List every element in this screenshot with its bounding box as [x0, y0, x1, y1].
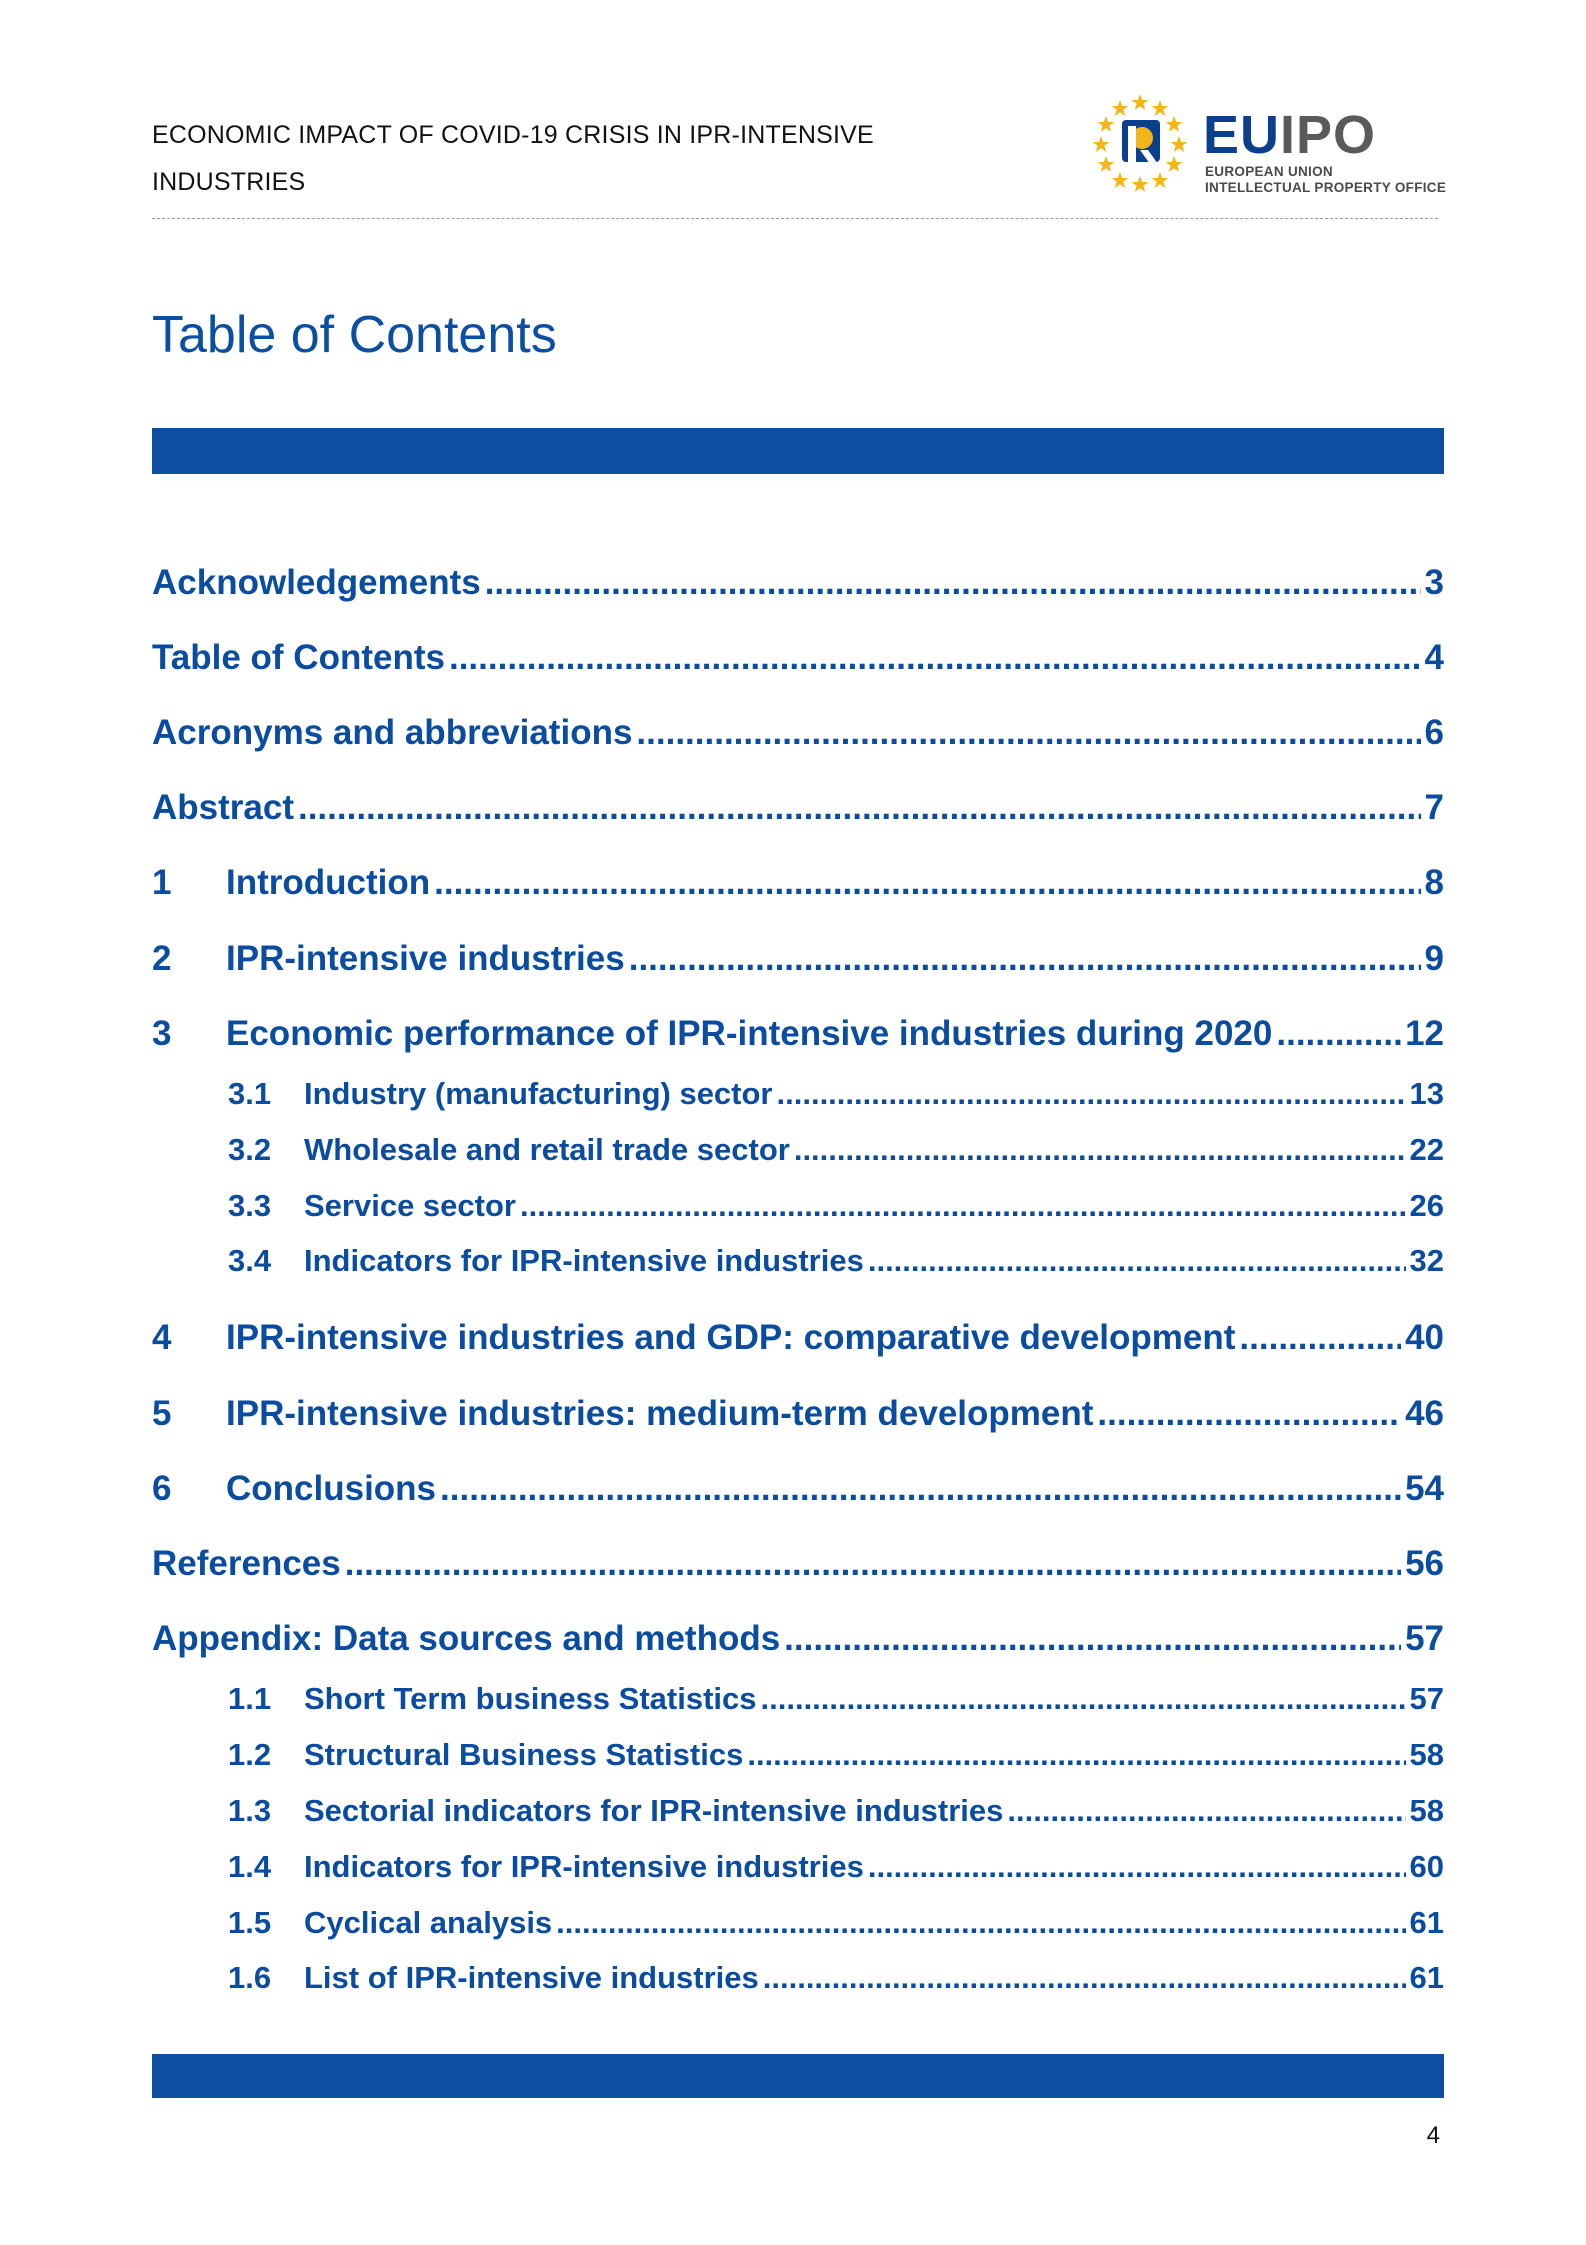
toc-entry-page: 40 [1405, 1318, 1444, 1357]
toc-entry-label: Wholesale and retail trade sector [304, 1132, 790, 1167]
toc-entry-page: 8 [1424, 863, 1444, 902]
toc-entry-label: Conclusions [226, 1469, 437, 1508]
toc-entry-number: 2 [152, 939, 172, 978]
toc-entry-number: 6 [152, 1469, 172, 1508]
euipo-wordmark [1203, 105, 1377, 165]
toc-entry[interactable] [152, 1681, 1444, 1721]
wordmark-eu: EU [1203, 105, 1281, 165]
toc-entry-page: 12 [1405, 1014, 1444, 1053]
toc-entry-label: References [152, 1544, 341, 1583]
toc-dot-leader [449, 638, 1421, 678]
toc-entry-label: Acronyms and abbreviations [152, 713, 633, 752]
toc-dot-leader [763, 1960, 1406, 1996]
running-header [152, 112, 972, 206]
toc-entry-page: 54 [1405, 1469, 1444, 1508]
toc-entry[interactable] [152, 713, 1444, 757]
toc-entry-number: 3.3 [228, 1188, 272, 1223]
toc-entry-label: List of IPR-intensive industries [304, 1960, 759, 1995]
toc-entry[interactable] [152, 1076, 1444, 1116]
toc-entry[interactable] [152, 1188, 1444, 1228]
toc-entry[interactable] [152, 563, 1444, 607]
logo-subtitle-line-1: EUROPEAN UNION [1205, 164, 1333, 179]
toc-entry[interactable] [152, 1905, 1444, 1945]
toc-entry-page: 26 [1409, 1188, 1444, 1223]
toc-entry-number: 3.2 [228, 1132, 272, 1167]
toc-entry[interactable] [152, 1544, 1444, 1588]
toc-entry-number: 1.2 [228, 1737, 272, 1772]
page-number: 4 [1426, 2122, 1440, 2149]
toc-entry-label: Sectorial indicators for IPR-intensive industries [304, 1793, 1004, 1828]
toc-entry[interactable] [152, 1014, 1444, 1058]
toc-entry[interactable] [152, 1243, 1444, 1283]
toc-entry-number: 1 [152, 863, 172, 902]
toc-entry-number: 3.1 [228, 1076, 272, 1111]
toc-dot-leader [1097, 1394, 1401, 1434]
toc-entry[interactable] [152, 1737, 1444, 1777]
toc-dot-leader [520, 1188, 1406, 1224]
toc-dot-leader [868, 1243, 1406, 1279]
toc-entry-number: 1.3 [228, 1793, 272, 1828]
toc-entry-page: 9 [1424, 939, 1444, 978]
toc-dot-leader [1239, 1318, 1401, 1358]
toc-entry-label: IPR-intensive industries: medium-term development [226, 1394, 1094, 1433]
toc-dot-leader [794, 1132, 1406, 1168]
toc-dot-leader [1007, 1793, 1405, 1829]
running-header-line-1: ECONOMIC IMPACT OF COVID-19 CRISIS IN IPR-INTENSIVE [152, 121, 874, 149]
toc-entry-page: 3 [1424, 563, 1444, 602]
euipo-emblem-icon [1090, 92, 1190, 192]
toc-entry-label: Economic performance of IPR-intensive industries during 2020 [226, 1014, 1273, 1053]
toc-dot-leader [629, 939, 1421, 979]
toc-entry[interactable] [152, 1849, 1444, 1889]
toc-entry-page: 32 [1409, 1243, 1444, 1278]
toc-entry[interactable] [152, 1793, 1444, 1833]
logo-subtitle-line-2: INTELLECTUAL PROPERTY OFFICE [1205, 180, 1447, 195]
toc-entry[interactable] [152, 638, 1444, 682]
toc-entry-page: 61 [1409, 1960, 1444, 1995]
toc-entry-number: 4 [152, 1318, 172, 1357]
toc-entry[interactable] [152, 863, 1444, 907]
toc-entry-page: 13 [1409, 1076, 1444, 1111]
toc-entry-number: 1.4 [228, 1849, 272, 1884]
header-divider [152, 218, 1438, 219]
toc-dot-leader [440, 1469, 1401, 1509]
toc-entry-number: 1.5 [228, 1905, 272, 1940]
toc-entry[interactable] [152, 1132, 1444, 1172]
toc-entry-number: 3 [152, 1014, 172, 1053]
toc-entry-page: 58 [1409, 1737, 1444, 1772]
toc-entry-page: 60 [1409, 1849, 1444, 1884]
toc-dot-leader [636, 713, 1420, 753]
page-title: Table of Contents [152, 306, 557, 364]
toc-dot-leader [345, 1544, 1401, 1584]
toc-entry-label: IPR-intensive industries and GDP: comparative development [226, 1318, 1236, 1357]
toc-entry-label: Cyclical analysis [304, 1905, 553, 1940]
toc-entry-page: 57 [1409, 1681, 1444, 1716]
toc-entry[interactable] [152, 788, 1444, 832]
toc-dot-leader [434, 863, 1420, 903]
toc-entry-page: 46 [1405, 1394, 1444, 1433]
wordmark-ipo: IPO [1280, 105, 1377, 165]
toc-entry-page: 56 [1405, 1544, 1444, 1583]
toc-entry-page: 6 [1424, 713, 1444, 752]
toc-entry-label: Short Term business Statistics [304, 1681, 757, 1716]
toc-entry-number: 5 [152, 1394, 172, 1433]
toc-dot-leader [777, 1076, 1406, 1112]
toc-dot-leader [485, 563, 1421, 603]
toc-entry-page: 4 [1424, 638, 1444, 677]
toc-entry-label: Acknowledgements [152, 563, 481, 602]
toc-entry-label: Indicators for IPR-intensive industries [304, 1849, 864, 1884]
toc-entry-label: Indicators for IPR-intensive industries [304, 1243, 864, 1278]
toc-entry-label: Abstract [152, 788, 294, 827]
toc-entry-page: 57 [1405, 1619, 1444, 1658]
toc-dot-leader [868, 1849, 1406, 1885]
toc-entry-label: IPR-intensive industries [226, 939, 625, 978]
toc-dot-leader [1276, 1014, 1401, 1054]
toc-entry-label: Appendix: Data sources and methods [152, 1619, 781, 1658]
toc-entry[interactable] [152, 1619, 1444, 1663]
toc-entry-label: Service sector [304, 1188, 516, 1223]
toc-entry[interactable] [152, 1960, 1444, 2000]
toc-entry[interactable] [152, 1469, 1444, 1513]
toc-entry-number: 1.6 [228, 1960, 272, 1995]
toc-entry-page: 58 [1409, 1793, 1444, 1828]
toc-dot-leader [747, 1737, 1405, 1773]
toc-dot-leader [784, 1619, 1401, 1659]
running-header-line-2: INDUSTRIES [152, 168, 306, 196]
euipo-logo [1090, 92, 1450, 200]
toc-entry-label: Table of Contents [152, 638, 445, 677]
toc-entry-page: 61 [1409, 1905, 1444, 1940]
toc-entry-page: 22 [1409, 1132, 1444, 1167]
toc-entry[interactable] [152, 1394, 1444, 1438]
toc-dot-leader [298, 788, 1421, 828]
bottom-accent-bar [152, 2054, 1444, 2098]
toc-entry-page: 7 [1424, 788, 1444, 827]
toc-dot-leader [761, 1681, 1406, 1717]
toc-entry-label: Structural Business Statistics [304, 1737, 744, 1772]
top-accent-bar [152, 428, 1444, 474]
toc-entry-number: 1.1 [228, 1681, 272, 1716]
toc-entry-label: Industry (manufacturing) sector [304, 1076, 773, 1111]
toc-entry-number: 3.4 [228, 1243, 272, 1278]
toc-entry[interactable] [152, 939, 1444, 983]
toc-dot-leader [556, 1905, 1405, 1941]
toc-entry[interactable] [152, 1318, 1444, 1362]
toc-entry-label: Introduction [226, 863, 431, 902]
